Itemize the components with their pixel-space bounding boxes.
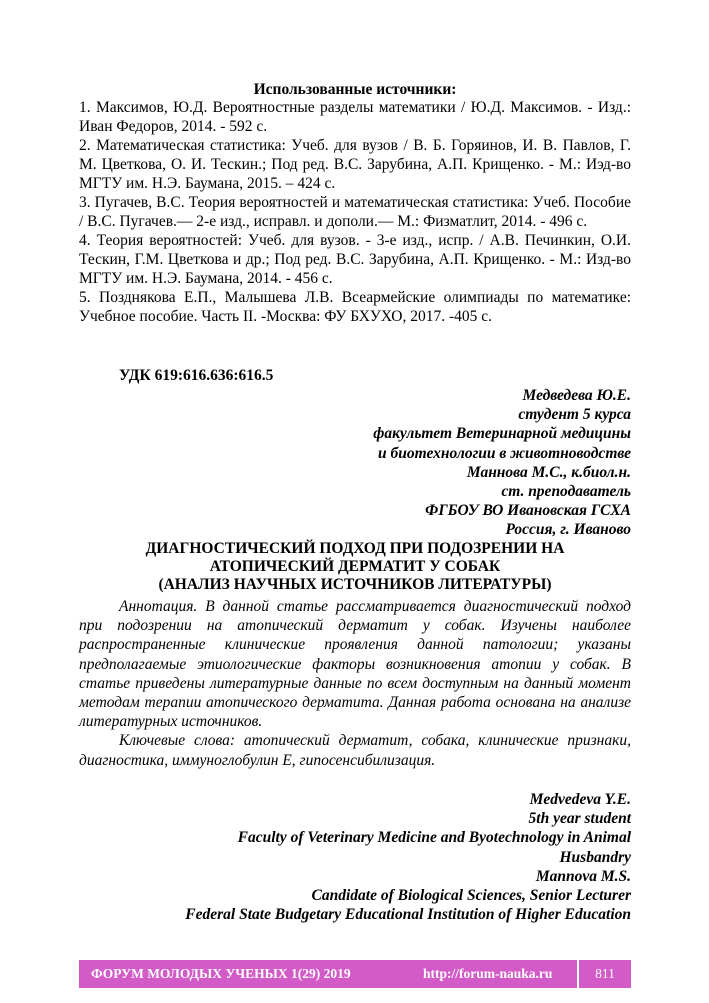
reference-item: 1. Максимов, Ю.Д. Вероятностные разделы математики / Ю.Д. Максимов. - Изд.: Иван Федоров, 2014. - 592 с. <box>79 99 631 135</box>
page-number: 811 <box>577 960 631 988</box>
author-line: Candidate of Biological Sciences, Senior Lecturer <box>311 887 631 905</box>
references-list <box>79 98 631 326</box>
title-line: ДИАГНОСТИЧЕСКИЙ ПОДХОД ПРИ ПОДОЗРЕНИИ НА <box>145 540 565 557</box>
reference-item: 3. Пугачев, B.C. Теория вероятностей и математическая статистика: Учеб. Пособие / B.C. Пугачев.— 2-е изд., исправл. и дополи.— М.: Физматлит, 2014. - 496 с. <box>79 194 631 230</box>
authors-block-ru <box>79 386 631 540</box>
author-line: студент 5 курса <box>518 406 631 424</box>
author-line: ФГБОУ ВО Ивановская ГСХА <box>425 502 631 520</box>
journal-url[interactable]: http://forum-nauka.ru <box>423 966 553 981</box>
journal-name: ФОРУМ МОЛОДЫХ УЧЕНЫХ 1(29) 2019 <box>91 966 351 981</box>
author-line: Faculty of Veterinary Medicine and Byotechnology in Animal <box>237 829 631 847</box>
author-line: факультет Ветеринарной медицины <box>373 425 631 443</box>
keywords-text: Ключевые слова: атопический дерматит, собака, клинические признаки, диагностика, иммуноглобулин Е, гипосенсибилизация. <box>79 732 631 769</box>
udk-code: УДК 619:616.636:616.5 <box>119 367 274 384</box>
reference-item: 5. Позднякова Е.П., Малышева Л.В. Всеармейские олимпиады по математике: Учебное пособие. Часть II. -Москва: ФУ БХУХО, 2017. -405 с. <box>79 289 631 325</box>
authors-block-en <box>79 790 631 924</box>
author-line: 5th year student <box>528 810 631 828</box>
title-line: АТОПИЧЕСКИЙ ДЕРМАТИТ У СОБАК <box>209 558 501 575</box>
reference-item: 4. Теория вероятностей: Учеб. для вузов. - 3-е изд., испр. / А.В. Печинкин, О.И. Тескин, Г.М. Цветкова и др.; Под ред. B.C. Зарубина, А.П. Крищенко. - М.: Изд-во МГТУ им. Н.Э. Баумана, 2014. - 456 с. <box>79 232 631 287</box>
author-line: ст. преподаватель <box>501 483 631 501</box>
abstract-text: Аннотация. В данной статье рассматривается диагностический подход при подозрении на атопический дерматит у собак. Изучены наиболее распространенные клинические проявления данной патологии; указаны предполагаемые этиологические факторы возникновения атопии у собак. В статье приведены литературные данные по всем доступным на данный момент методам терапии атопического дерматита. Данная работа основана на анализе литературных источников. <box>79 598 631 731</box>
author-line: Медведева Ю.Е. <box>522 387 631 404</box>
references-title: Использованные источники: <box>253 81 457 98</box>
author-line: Federal State Budgetary Educational Institution of Higher Education <box>185 906 631 924</box>
author-line: Mannova M.S. <box>535 867 631 885</box>
abstract-block <box>79 597 631 770</box>
author-line: Россия, г. Иваново <box>505 521 631 539</box>
reference-item: 2. Математическая статистика: Учеб. для вузов / В. Б. Горяинов, И. В. Павлов, Г. М. Цветкова, О. И. Тескин.; Под ред. B.C. Зарубина, А.П. Крищенко. - М.: Иэд-во МГТУ им. Н.Э. Баумана, 2015. – 424 с. <box>79 137 631 192</box>
author-line: Medvedeva Y.E. <box>529 791 631 808</box>
page-footer <box>79 960 631 988</box>
author-line: Маннова М.С., к.биол.н. <box>466 463 631 481</box>
author-line: Husbandry <box>559 848 631 866</box>
article-title <box>79 540 631 594</box>
author-line: и биотехнологии в животноводстве <box>378 444 631 462</box>
title-line: (АНАЛИЗ НАУЧНЫХ ИСТОЧНИКОВ ЛИТЕРАТУРЫ) <box>158 576 552 593</box>
